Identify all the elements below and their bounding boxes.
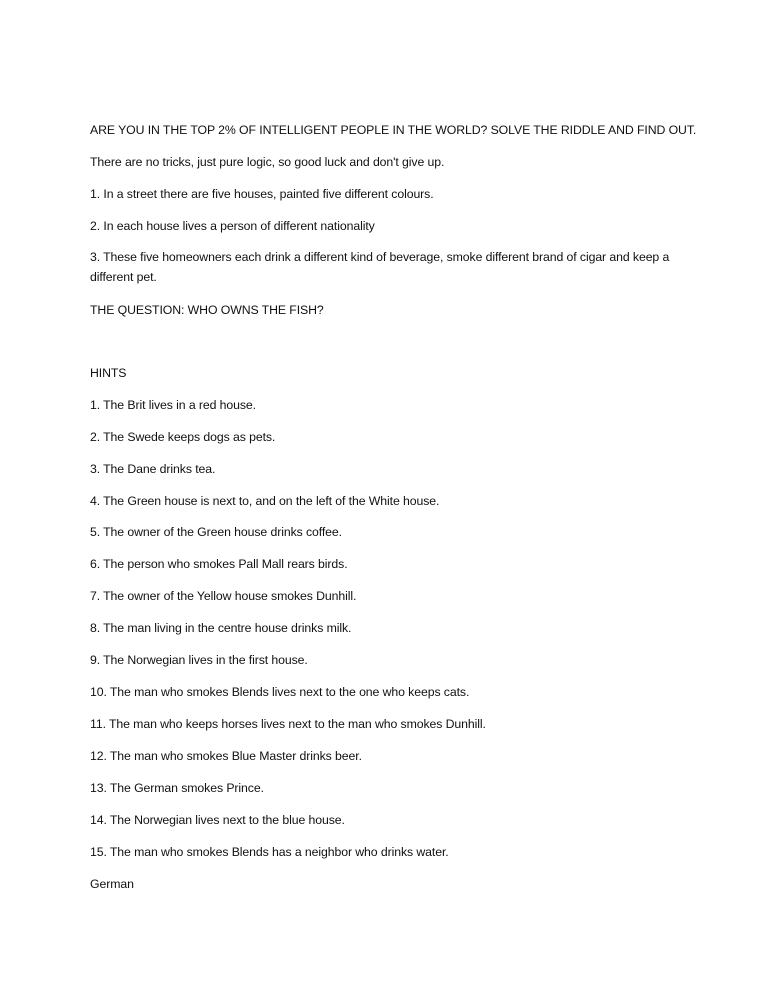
- hint-item: 14. The Norwegian lives next to the blue house.: [90, 813, 345, 827]
- fact-item: 3. These five homeowners each drink a different kind of beverage, smoke different brand of cigar and keep a different pet.: [90, 250, 670, 284]
- hint-item: 12. The man who smokes Blue Master drinks beer.: [90, 749, 362, 763]
- hint-item: 2. The Swede keeps dogs as pets.: [90, 430, 276, 444]
- hint-item: 8. The man living in the centre house drinks milk.: [90, 621, 352, 635]
- intro-text: There are no tricks, just pure logic, so good luck and don't give up.: [90, 155, 445, 169]
- hint-item: 6. The person who smokes Pall Mall rears birds.: [90, 557, 348, 571]
- fact-item: 2. In each house lives a person of different nationality: [90, 219, 375, 233]
- question-text: THE QUESTION: WHO OWNS THE FISH?: [90, 303, 324, 317]
- hint-item: 3. The Dane drinks tea.: [90, 462, 216, 476]
- hint-item: 7. The owner of the Yellow house smokes Dunhill.: [90, 589, 357, 603]
- hint-item: 11. The man who keeps horses lives next to the man who smokes Dunhill.: [90, 717, 486, 731]
- hint-item: 15. The man who smokes Blends has a neighbor who drinks water.: [90, 845, 449, 859]
- hint-item: 5. The owner of the Green house drinks coffee.: [90, 525, 342, 539]
- hints-heading: HINTS: [90, 366, 127, 380]
- hint-item: 4. The Green house is next to, and on the left of the White house.: [90, 494, 440, 508]
- hint-item: 9. The Norwegian lives in the first house.: [90, 653, 308, 667]
- hint-item: 10. The man who smokes Blends lives next to the one who keeps cats.: [90, 685, 470, 699]
- riddle-title: ARE YOU IN THE TOP 2% OF INTELLIGENT PEOPLE IN THE WORLD? SOLVE THE RIDDLE AND FIND OUT.: [90, 123, 697, 137]
- answer-text: German: [90, 877, 134, 891]
- hint-item: 1. The Brit lives in a red house.: [90, 398, 256, 412]
- hint-item: 13. The German smokes Prince.: [90, 781, 264, 795]
- fact-item: 1. In a street there are five houses, painted five different colours.: [90, 187, 434, 201]
